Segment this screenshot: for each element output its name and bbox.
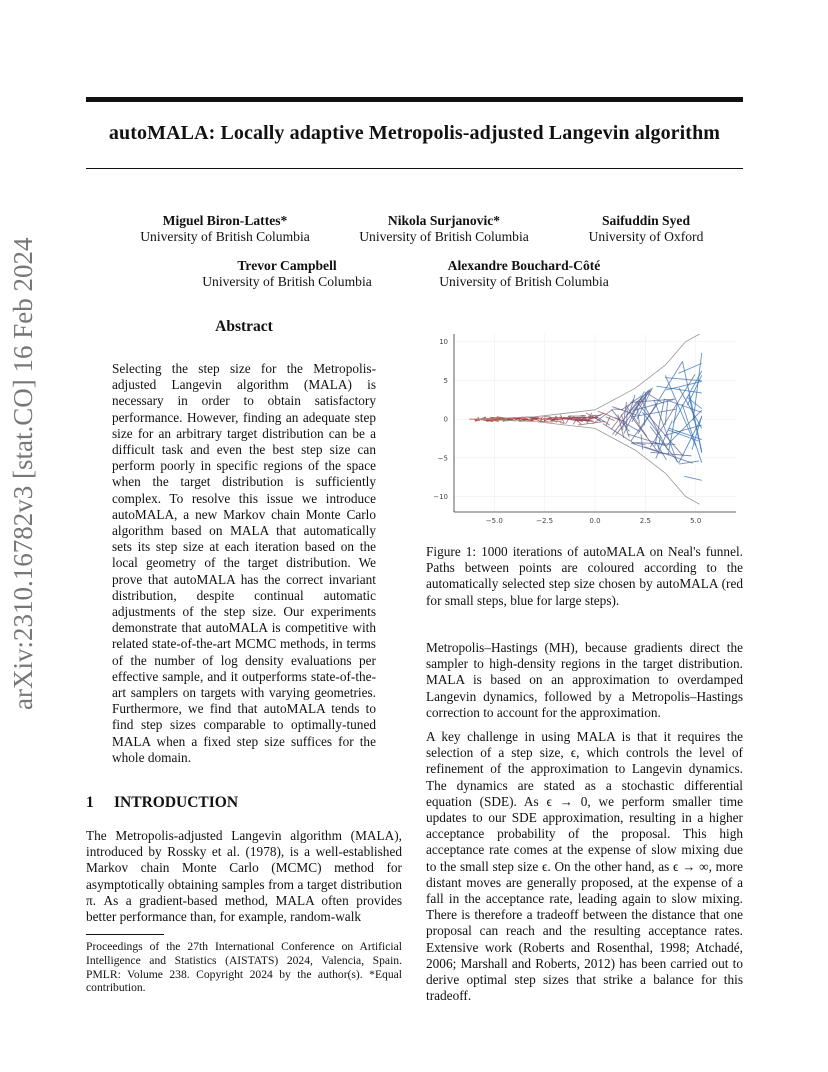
author-affiliation: University of British Columbia — [202, 274, 372, 289]
x-tick-label: 0.0 — [589, 517, 601, 525]
section-title: INTRODUCTION — [114, 794, 239, 811]
trace-segment — [679, 461, 699, 464]
trace-segment — [553, 420, 554, 421]
author-name: Nikola Surjanovic* — [387, 213, 501, 228]
trace-segment — [611, 399, 634, 429]
footnote-rule — [86, 934, 164, 935]
paper-title: autoMALA: Locally adaptive Metropolis-adjusted Langevin algorithm — [108, 122, 721, 144]
author-affiliation: University of Oxford — [588, 229, 704, 244]
trace-segment — [541, 419, 542, 420]
x-tick-label: 5.0 — [690, 517, 702, 525]
intro-paragraph: The Metropolis-adjusted Langevin algorithm (MALA), introduced by Rossky et al. (1978), is a well-established Markov chain Monte Carlo (MCMC) method for asymptotically obtaining samples from a target distribution π. As a gradient-based method, MALA often provides better performance than, for example, random-walk — [86, 828, 402, 925]
author-affiliation: University of British Columbia — [439, 274, 609, 289]
author-affiliation: University of British Columbia — [140, 229, 310, 244]
trace-segment — [554, 418, 555, 419]
author-name: Miguel Biron-Lattes* — [162, 213, 288, 228]
author-affiliation: University of British Columbia — [359, 229, 529, 244]
author-2 — [340, 213, 548, 245]
arxiv-identifier[interactable]: arXiv:2310.16782v3 [stat.CO] 16 Feb 2024 — [8, 237, 38, 710]
x-tick-label: 2.5 — [639, 517, 651, 525]
author-name: Trevor Campbell — [237, 258, 337, 273]
author-name: Saifuddin Syed — [601, 213, 691, 228]
title-rule-top — [86, 97, 743, 102]
paragraph: A key challenge in using MALA is that it requires the selection of a step size, ϵ, which controls the level of refinement of the approximation to Langevin dynamics. The dynamics are stated as a stochastic differential equation (SDE). As ϵ → 0, we perform smaller time updates to our SDE approximation, resulting in a higher acceptance probability of the proposal. This high acceptance rate comes at the expense of slow mixing due to the small step size ϵ. On the other hand, as ϵ → ∞, more distant moves are generally proposed, at the expense of a fall in the acceptance rate, leading again to slow mixing. There is therefore a tradeoff between the distance that one proposal can reach and the resulting acceptance rates. Extensive work (Roberts and Rosenthal, 1998; Atchadé, 2006; Marshall and Roberts, 2012) has been carried out to derive optimal step sizes that strike a balance for this tradeoff. — [426, 729, 743, 1004]
right-column — [426, 640, 743, 1012]
footnote: Proceedings of the 27th International Conference on Artificial Intelligence and Statistics (AISTATS) 2024, Valencia, Spain. PMLR: Volume 238. Copyright 2024 by the author(s). *Equal contribution. — [86, 940, 402, 995]
trace-segment — [648, 394, 663, 403]
title-rule-bottom — [86, 168, 743, 169]
author-3 — [556, 213, 736, 245]
y-tick-label: 10 — [439, 338, 448, 347]
section-heading — [86, 794, 406, 812]
author-name: Alexandre Bouchard-Côté — [447, 258, 601, 273]
trace-segment — [630, 414, 658, 452]
y-tick-label: 0 — [443, 415, 448, 424]
abstract-text: Selecting the step size for the Metropolis-adjusted Langevin algorithm (MALA) is necessary in order to obtain satisfactory performance. However, finding an adequate step size for an arbitrary target distribution can be a difficult task and even the best step size can perform poorly in specific regions of the space when the target distribution is sufficiently complex. To resolve this issue we introduce autoMALA, a new Markov chain Monte Carlo algorithm based on MALA that automatically sets its step size at each iteration based on the local geometry of the target distribution. We prove that autoMALA has the correct invariant distribution, despite continual automatic adjustments of the step size. Our experiments demonstrate that autoMALA is competitive with related state-of-the-art MCMC methods, in terms of the number of log density evaluations per effective sample, and it outperforms state-of-the-art samplers on targets with varying geometries. Furthermore, we find that autoMALA tends to find step sizes comparable to optimally-tuned MALA when a fixed step size suffices for the whole domain. — [112, 361, 376, 765]
trace-segment — [523, 418, 524, 420]
trace-segment — [527, 420, 533, 421]
section-number: 1 — [86, 794, 94, 811]
figure-caption: Figure 1: 1000 iterations of autoMALA on Neal's funnel. Paths between points are coloured according to the automatically selected step size chosen by autoMALA (red for small steps, blue for large steps). — [426, 544, 743, 608]
trace-segment — [594, 415, 610, 425]
trace-segment — [679, 417, 702, 463]
paragraph: Metropolis–Hastings (MH), because gradients direct the sampler to high-density regions in the target distribution. MALA is based on an approximation to overdamped Langevin dynamics, followed by a Metropolis–Hastings correction to account for the approximation. — [426, 640, 743, 720]
x-tick-label: −2.5 — [536, 517, 554, 525]
author-4 — [178, 258, 396, 290]
y-tick-label: 5 — [443, 376, 448, 385]
author-1 — [116, 213, 334, 245]
trace-segment — [641, 434, 643, 449]
x-tick-label: −5.0 — [485, 517, 503, 525]
y-tick-label: −10 — [433, 493, 448, 502]
trace-segment — [678, 363, 701, 373]
trace-segment — [684, 476, 701, 480]
funnel-trace-plot — [424, 330, 742, 530]
author-5 — [414, 258, 634, 290]
y-tick-label: −5 — [437, 454, 448, 463]
abstract-heading: Abstract — [215, 318, 273, 335]
